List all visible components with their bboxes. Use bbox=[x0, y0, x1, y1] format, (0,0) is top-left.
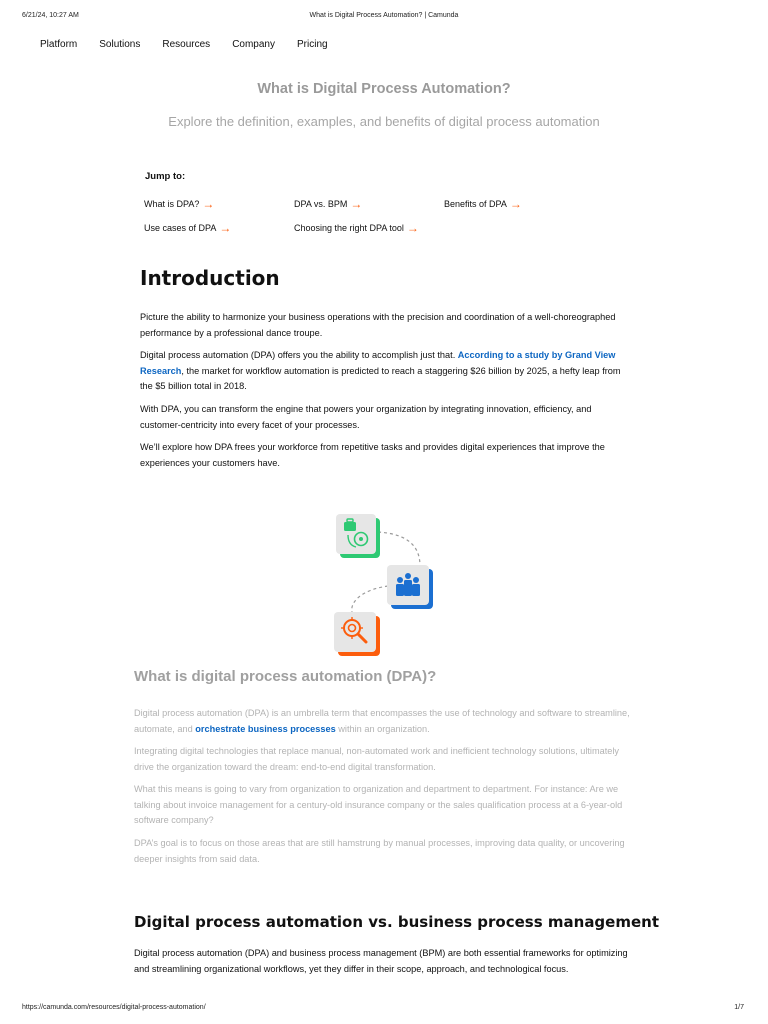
text: within an organization. bbox=[335, 723, 430, 734]
dpa-vs-bpm-heading: Digital process automation vs. business process management bbox=[134, 913, 659, 931]
text: , the market for workflow automation is predicted to reach a staggering $26 billion by 2025, a hefty leap from the $5 billion total in 2018. bbox=[140, 365, 621, 391]
jump-link-label: Choosing the right DPA tool bbox=[294, 223, 404, 233]
nav-pricing[interactable]: Pricing bbox=[297, 39, 328, 50]
jump-link-label: Benefits of DPA bbox=[444, 199, 507, 209]
text: Digital process automation (DPA) offers you the ability to accomplish just that. bbox=[140, 350, 458, 360]
arrow-right-icon: → bbox=[219, 221, 232, 235]
jump-link-label: Use cases of DPA bbox=[144, 223, 217, 233]
print-url: https://camunda.com/resources/digital-process-automation/ bbox=[22, 1004, 206, 1011]
page-title: What is Digital Process Automation? bbox=[257, 81, 511, 97]
jump-link-what-is-dpa[interactable] bbox=[144, 196, 214, 210]
jump-link-label: DPA vs. BPM bbox=[294, 199, 348, 209]
dpa-paragraph-4: DPA’s goal is to focus on those areas that are still hamstrung by manual processes, improving data quality, or uncovering deeper insights from said data. bbox=[134, 838, 625, 864]
briefcase-cycle-icon bbox=[336, 514, 380, 558]
intro-paragraph-4: We’ll explore how DPA frees your workforce from repetitive tasks and provides digital experiences that improve the experiences your customers have. bbox=[140, 442, 605, 468]
arrow-right-icon: → bbox=[350, 197, 363, 211]
dpa-paragraph-2: Integrating digital technologies that replace manual, non-automated work and inefficient technology solutions, ultimately drive the organization toward the dream: end-to-end digital transformation. bbox=[134, 746, 620, 772]
jump-link-benefits[interactable] bbox=[444, 196, 522, 210]
arrow-right-icon: → bbox=[509, 197, 522, 211]
search-gear-icon bbox=[334, 612, 380, 656]
jump-to-label: Jump to: bbox=[145, 171, 186, 182]
process-illustration-svg bbox=[330, 508, 440, 658]
arrow-right-icon: → bbox=[406, 221, 419, 235]
dpa-vs-bpm-paragraph-1: Digital process automation (DPA) and business process management (BPM) are both essential frameworks for optimizing and streamlining organizational workflows, yet they differ in their scope, approach, and technological focus. bbox=[134, 948, 628, 974]
print-title: What is Digital Process Automation? | Camunda bbox=[309, 12, 459, 19]
connector-bottom bbox=[352, 586, 388, 612]
print-page-number: 1/7 bbox=[734, 1004, 744, 1011]
intro-heading: Introduction bbox=[140, 266, 280, 290]
jump-link-dpa-vs-bpm[interactable] bbox=[294, 196, 362, 210]
intro-paragraph-3: With DPA, you can transform the engine that powers your organization by integrating innovation, efficiency, and customer-centricity into every facet of your processes. bbox=[140, 404, 592, 430]
team-people-icon bbox=[387, 565, 433, 609]
arrow-right-icon: → bbox=[202, 197, 215, 211]
dpa-paragraph-1 bbox=[134, 706, 634, 737]
nav-solutions[interactable]: Solutions bbox=[99, 39, 141, 50]
dpa-paragraph-3: What this means is going to vary from organization to organization and department to department. For instance: Are we talking about invoice management for a century-old insurance company or the sales qualification process at a 6-year-old software company? bbox=[134, 784, 623, 825]
jump-link-use-cases[interactable] bbox=[144, 220, 231, 234]
jump-link-choosing-tool[interactable] bbox=[294, 220, 419, 234]
jump-link-label: What is DPA? bbox=[144, 199, 200, 209]
intro-paragraph-2 bbox=[140, 348, 625, 395]
nav-platform[interactable]: Platform bbox=[40, 39, 78, 50]
intro-paragraph-1: Picture the ability to harmonize your business operations with the precision and coordination of a well-choreographed performance by a professional dance troupe. bbox=[140, 312, 616, 338]
print-date: 6/21/24, 10:27 AM bbox=[22, 12, 79, 19]
connector-top bbox=[378, 532, 420, 566]
nav-company[interactable]: Company bbox=[232, 39, 275, 50]
nav-resources[interactable]: Resources bbox=[162, 39, 211, 50]
top-nav bbox=[40, 39, 350, 50]
page-subtitle: Explore the definition, examples, and benefits of digital process automation bbox=[168, 114, 600, 129]
text: Digital process automation (DPA) is an umbrella term that encompasses the use of technology and software to streamline, automate, and bbox=[134, 708, 630, 734]
dpa-heading: What is digital process automation (DPA)? bbox=[134, 668, 437, 685]
grand-view-research-link[interactable]: According to a study by Grand View Research bbox=[140, 350, 616, 376]
orchestrate-business-processes-link[interactable]: orchestrate business processes bbox=[195, 723, 336, 734]
process-illustration bbox=[330, 508, 440, 658]
